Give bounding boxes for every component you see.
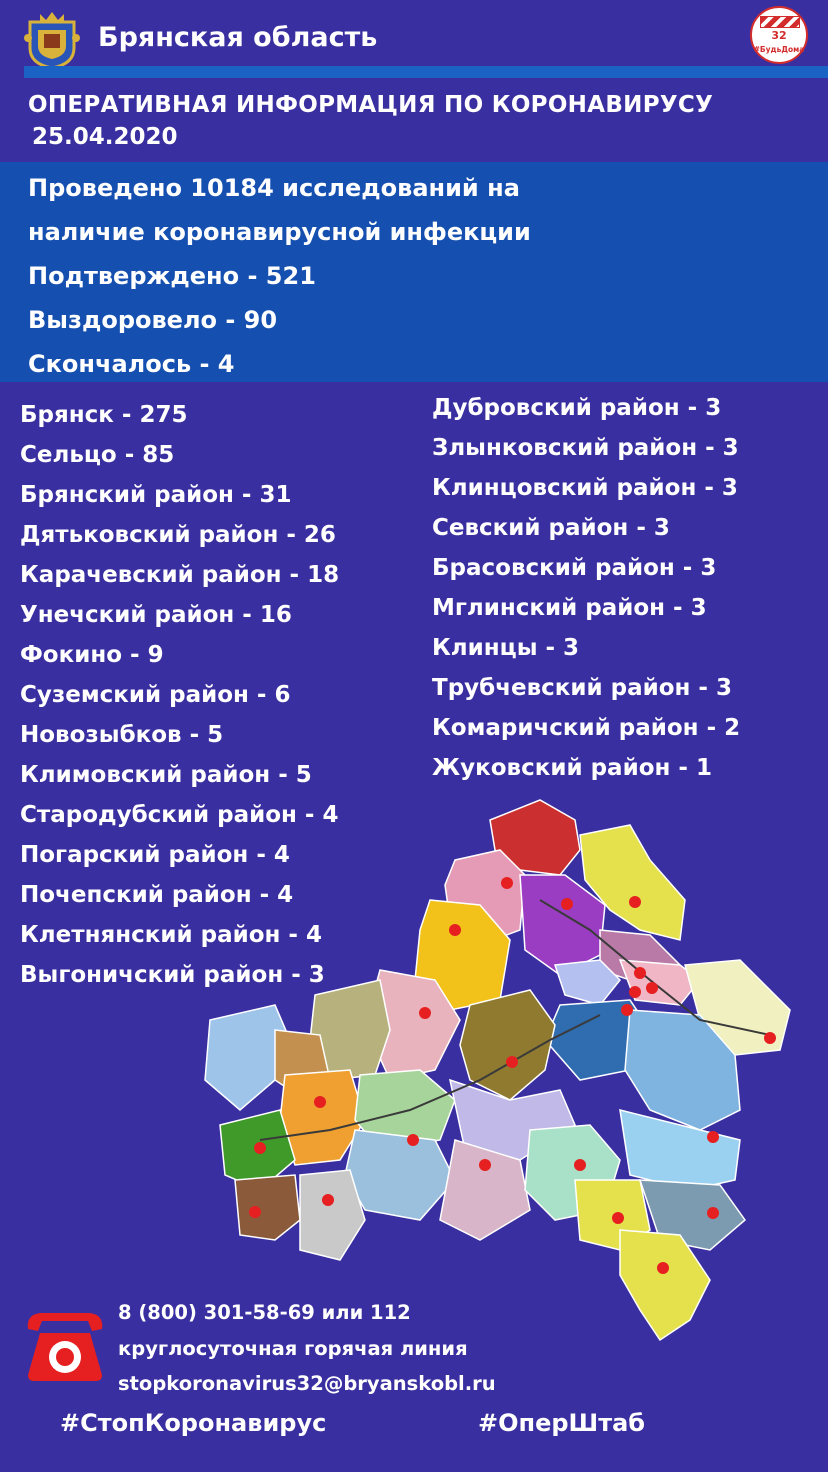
- district-item: Брянский район - 31: [20, 482, 292, 508]
- case-marker: [249, 1206, 261, 1218]
- badge-number: 32: [771, 29, 787, 42]
- accent-stripe: [24, 66, 828, 78]
- case-marker: [629, 986, 641, 998]
- district-item: Выгоничский район - 3: [20, 962, 325, 988]
- barrier-icon: [760, 16, 800, 28]
- district-item: Дятьковский район - 26: [20, 522, 336, 548]
- case-marker: [419, 1007, 431, 1019]
- district-item: Злынковский район - 3: [432, 435, 739, 461]
- region-title: Брянская область: [98, 22, 378, 53]
- region-map: [180, 780, 820, 1350]
- coat-of-arms-icon: [24, 8, 80, 70]
- telephone-icon: [22, 1305, 108, 1383]
- case-marker: [574, 1159, 586, 1171]
- district-item: Брасовский район - 3: [432, 555, 717, 581]
- case-marker: [621, 1004, 633, 1016]
- summary-panel: [0, 162, 828, 382]
- hashtag-left: #СтопКоронавирус: [60, 1409, 327, 1437]
- hotline-caption: круглосуточная горячая линия: [118, 1337, 468, 1360]
- tests-line-1: Проведено 10184 исследований на: [28, 174, 520, 202]
- district-item: Клинцовский район - 3: [432, 475, 738, 501]
- district-item: Брянск - 275: [20, 402, 188, 428]
- case-marker: [407, 1134, 419, 1146]
- district-item: Почепский район - 4: [20, 882, 294, 908]
- case-marker: [254, 1142, 266, 1154]
- badge-hashtag: #БудьДома: [753, 45, 805, 54]
- case-marker: [506, 1056, 518, 1068]
- tests-line-2: наличие коронавирусной инфекции: [28, 218, 531, 246]
- district-item: Комаричский район - 2: [432, 715, 741, 741]
- confirmed-count: Подтверждено - 521: [28, 262, 316, 290]
- case-marker: [612, 1212, 624, 1224]
- case-marker: [629, 896, 641, 908]
- case-marker: [561, 898, 573, 910]
- case-marker: [707, 1131, 719, 1143]
- case-marker: [646, 982, 658, 994]
- district-item: Новозыбков - 5: [20, 722, 224, 748]
- district-item: Жуковский район - 1: [432, 755, 712, 781]
- hashtag-right: #ОперШтаб: [478, 1409, 646, 1437]
- case-marker: [314, 1096, 326, 1108]
- recovered-count: Выздоровело - 90: [28, 306, 278, 334]
- deceased-count: Скончалось - 4: [28, 350, 235, 378]
- district-item: Клинцы - 3: [432, 635, 580, 661]
- case-marker: [764, 1032, 776, 1044]
- stay-home-badge-icon: [750, 6, 808, 64]
- case-marker: [634, 967, 646, 979]
- district-item: Севский район - 3: [432, 515, 670, 541]
- case-marker: [322, 1194, 334, 1206]
- district-item: Трубчевский район - 3: [432, 675, 732, 701]
- district-item: Погарский район - 4: [20, 842, 290, 868]
- district-item: Фокино - 9: [20, 642, 164, 668]
- district-item: Климовский район - 5: [20, 762, 312, 788]
- case-marker: [707, 1207, 719, 1219]
- district-item: Мглинский район - 3: [432, 595, 707, 621]
- report-date: 25.04.2020: [32, 124, 178, 150]
- district-item: Клетнянский район - 4: [20, 922, 322, 948]
- contact-email: stopkoronavirus32@bryanskobl.ru: [118, 1372, 496, 1395]
- district-item: Стародубский район - 4: [20, 802, 339, 828]
- case-marker: [501, 877, 513, 889]
- district-item: Унечский район - 16: [20, 602, 292, 628]
- district-item: Дубровский район - 3: [432, 395, 722, 421]
- page-title: ОПЕРАТИВНАЯ ИНФОРМАЦИЯ ПО КОРОНАВИРУСУ: [28, 92, 714, 118]
- hotline-phone: 8 (800) 301-58-69 или 112: [118, 1301, 411, 1324]
- case-marker: [479, 1159, 491, 1171]
- case-marker: [449, 924, 461, 936]
- district-item: Карачевский район - 18: [20, 562, 340, 588]
- district-item: Сельцо - 85: [20, 442, 175, 468]
- district-item: Суземский район - 6: [20, 682, 291, 708]
- case-marker: [657, 1262, 669, 1274]
